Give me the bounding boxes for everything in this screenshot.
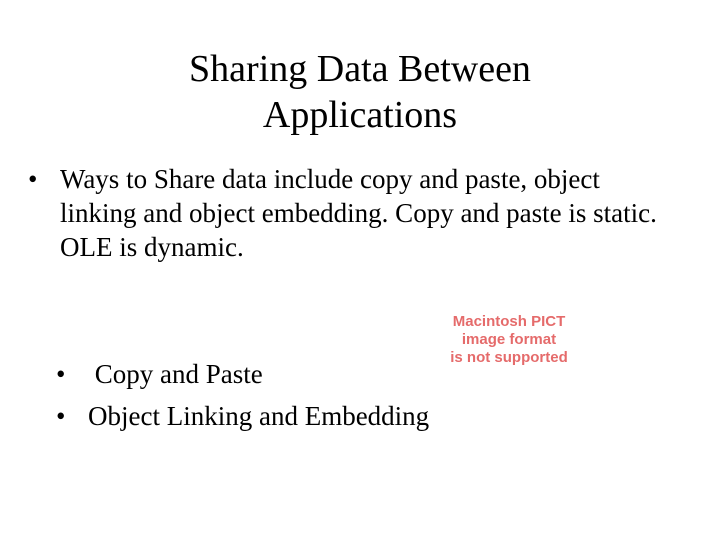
unsupported-image-placeholder (424, 313, 594, 367)
placeholder-line-1: Macintosh PICT (452, 313, 566, 330)
bullet-text: Ways to Share data include copy and paste, object linking and object embedding. Copy and paste is static. OLE is dynamic. (60, 164, 657, 262)
slide-title-line-1: Sharing Data Between (189, 48, 531, 90)
bullet-object-linking-embedding (56, 399, 429, 433)
bullet-copy-and-paste (56, 357, 263, 391)
bullet-marker: • (56, 359, 66, 389)
bullet-marker: • (56, 401, 66, 431)
slide-title-line-2: Applications (262, 94, 458, 136)
placeholder-line-2: image format (461, 331, 557, 348)
slide-title (60, 46, 660, 138)
placeholder-line-3: is not supported (450, 349, 568, 366)
bullet-text: Object Linking and Embedding (88, 401, 430, 431)
bullet-marker: • (28, 164, 38, 194)
bullet-text: Copy and Paste (88, 359, 263, 389)
bullet-ways-to-share (28, 162, 688, 264)
